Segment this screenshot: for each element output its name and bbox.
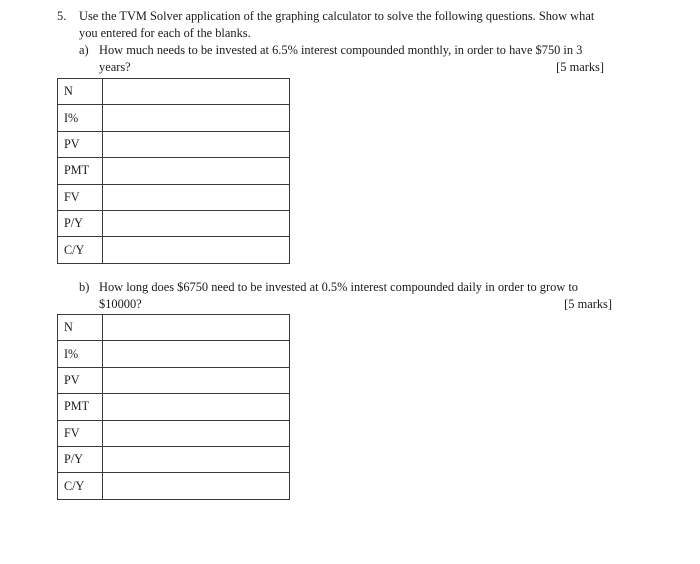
tvm-label-pmt: PMT (58, 394, 103, 420)
part-b-marks: [5 marks] (564, 297, 612, 311)
part-a-text-line1: How much needs to be invested at 6.5% interest compounded monthly, in order to have $750 in 3 (99, 43, 583, 57)
part-a-letter: a) (79, 43, 89, 57)
table-row (58, 79, 290, 105)
table-row (58, 420, 290, 446)
table-row (58, 237, 290, 263)
tvm-answer-blank[interactable] (103, 367, 290, 393)
tvm-table-b (57, 314, 290, 500)
tvm-label-py: P/Y (58, 446, 103, 472)
table-row (58, 341, 290, 367)
table-row (58, 210, 290, 236)
tvm-answer-blank[interactable] (103, 446, 290, 472)
table-row (58, 131, 290, 157)
question-number: 5. (57, 9, 67, 23)
tvm-answer-blank[interactable] (103, 341, 290, 367)
table-row (58, 394, 290, 420)
tvm-answer-blank[interactable] (103, 237, 290, 263)
tvm-label-py: P/Y (58, 210, 103, 236)
table-row (58, 473, 290, 499)
tvm-answer-blank[interactable] (103, 184, 290, 210)
tvm-answer-blank[interactable] (103, 473, 290, 499)
part-a-marks: [5 marks] (556, 60, 604, 74)
table-row (58, 315, 290, 341)
table-row (58, 158, 290, 184)
tvm-label-fv: FV (58, 420, 103, 446)
part-b-letter: b) (79, 280, 90, 294)
tvm-label-fv: FV (58, 184, 103, 210)
table-row (58, 184, 290, 210)
tvm-answer-blank[interactable] (103, 394, 290, 420)
tvm-answer-blank[interactable] (103, 420, 290, 446)
tvm-answer-blank[interactable] (103, 79, 290, 105)
question-text-line2: you entered for each of the blanks. (79, 26, 251, 40)
table-row (58, 105, 290, 131)
tvm-label-cy: C/Y (58, 473, 103, 499)
tvm-label-n: N (58, 315, 103, 341)
tvm-answer-blank[interactable] (103, 315, 290, 341)
tvm-label-pmt: PMT (58, 158, 103, 184)
tvm-label-interest: I% (58, 105, 103, 131)
table-row (58, 367, 290, 393)
part-b-text-line2: $10000? (99, 297, 142, 311)
tvm-answer-blank[interactable] (103, 210, 290, 236)
tvm-answer-blank[interactable] (103, 105, 290, 131)
tvm-label-n: N (58, 79, 103, 105)
table-row (58, 446, 290, 472)
tvm-label-cy: C/Y (58, 237, 103, 263)
tvm-label-pv: PV (58, 131, 103, 157)
tvm-answer-blank[interactable] (103, 131, 290, 157)
tvm-answer-blank[interactable] (103, 158, 290, 184)
question-text-line1: Use the TVM Solver application of the graphing calculator to solve the following questions. Show what (79, 9, 595, 23)
part-b-text-line1: How long does $6750 need to be invested at 0.5% interest compounded daily in order to grow to (99, 280, 579, 294)
part-a-text-line2: years? (99, 60, 131, 74)
tvm-label-pv: PV (58, 367, 103, 393)
tvm-label-interest: I% (58, 341, 103, 367)
tvm-table-a (57, 78, 290, 264)
